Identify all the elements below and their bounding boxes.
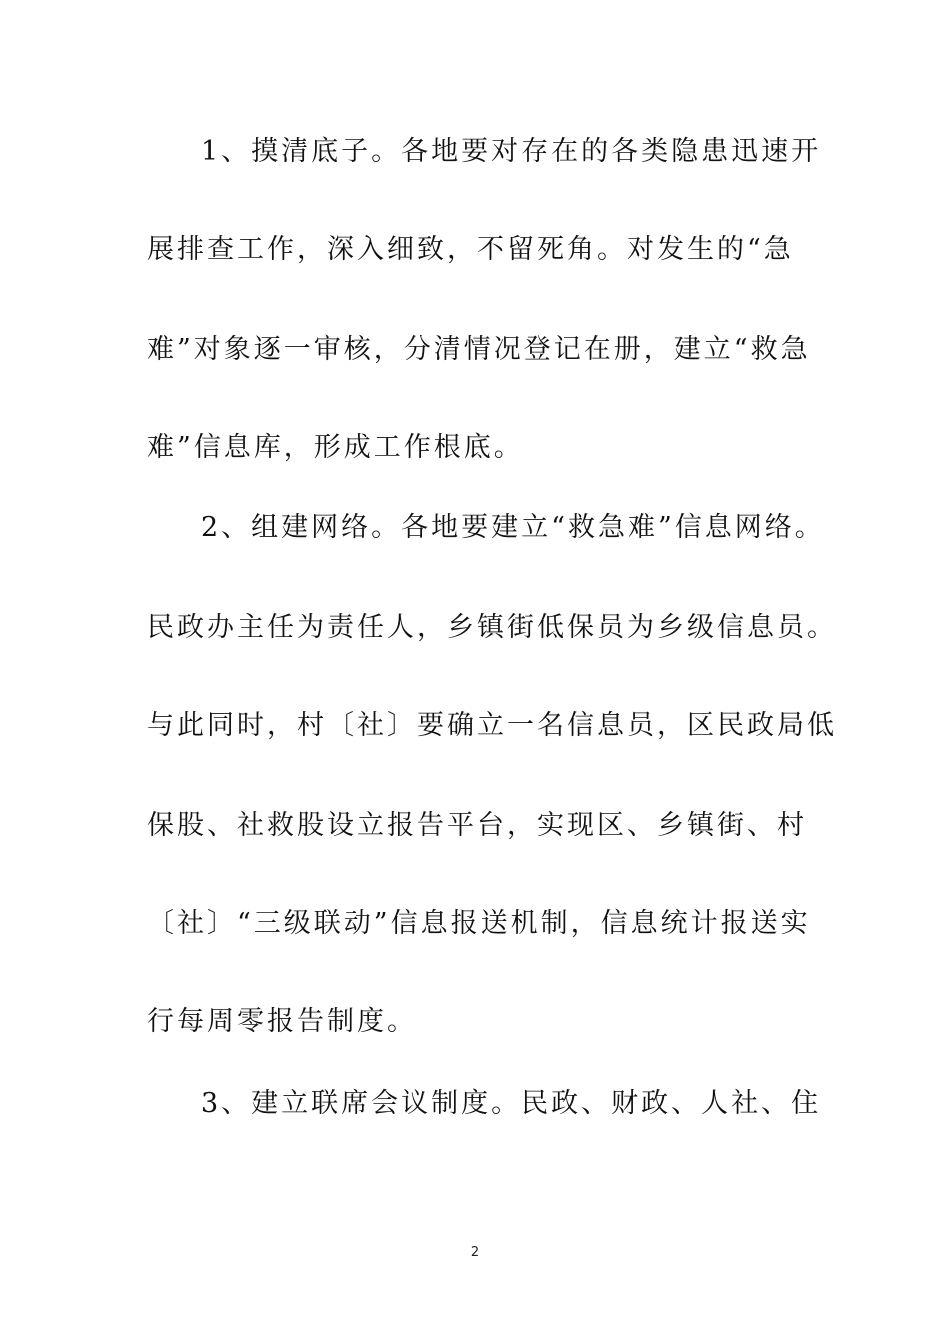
text-line-2: 展排查工作，深入细致，不留死角。对发生的“急 [147, 234, 794, 265]
text-line-10: 行每周零报告制度。 [147, 1006, 417, 1037]
text-line-8: 保股、社救股设立报告平台，实现区、乡镇街、村 [147, 810, 807, 841]
text-line-3: 难”对象逐一审核，分清情况登记在册，建立“救急 [147, 334, 811, 365]
text-line-5: 2、组建网络。各地要建立“救急难”信息网络。 [201, 512, 825, 543]
text-line-11: 3、建立联席会议制度。民政、财政、人社、住 [201, 1088, 822, 1119]
text-line-4: 难”信息库，形成工作根底。 [147, 432, 524, 463]
text-line-6: 民政办主任为责任人，乡镇街低保员为乡级信息员。 [147, 612, 837, 643]
text-line-1: 1、摸清底子。各地要对存在的各类隐患迅速开 [201, 136, 822, 167]
page-number: 2 [470, 1245, 480, 1260]
text-line-7: 与此同时，村〔社〕要确立一名信息员，区民政局低 [147, 710, 837, 741]
text-line-9: 〔社〕“三级联动”信息报送机制，信息统计报送实 [147, 908, 811, 939]
